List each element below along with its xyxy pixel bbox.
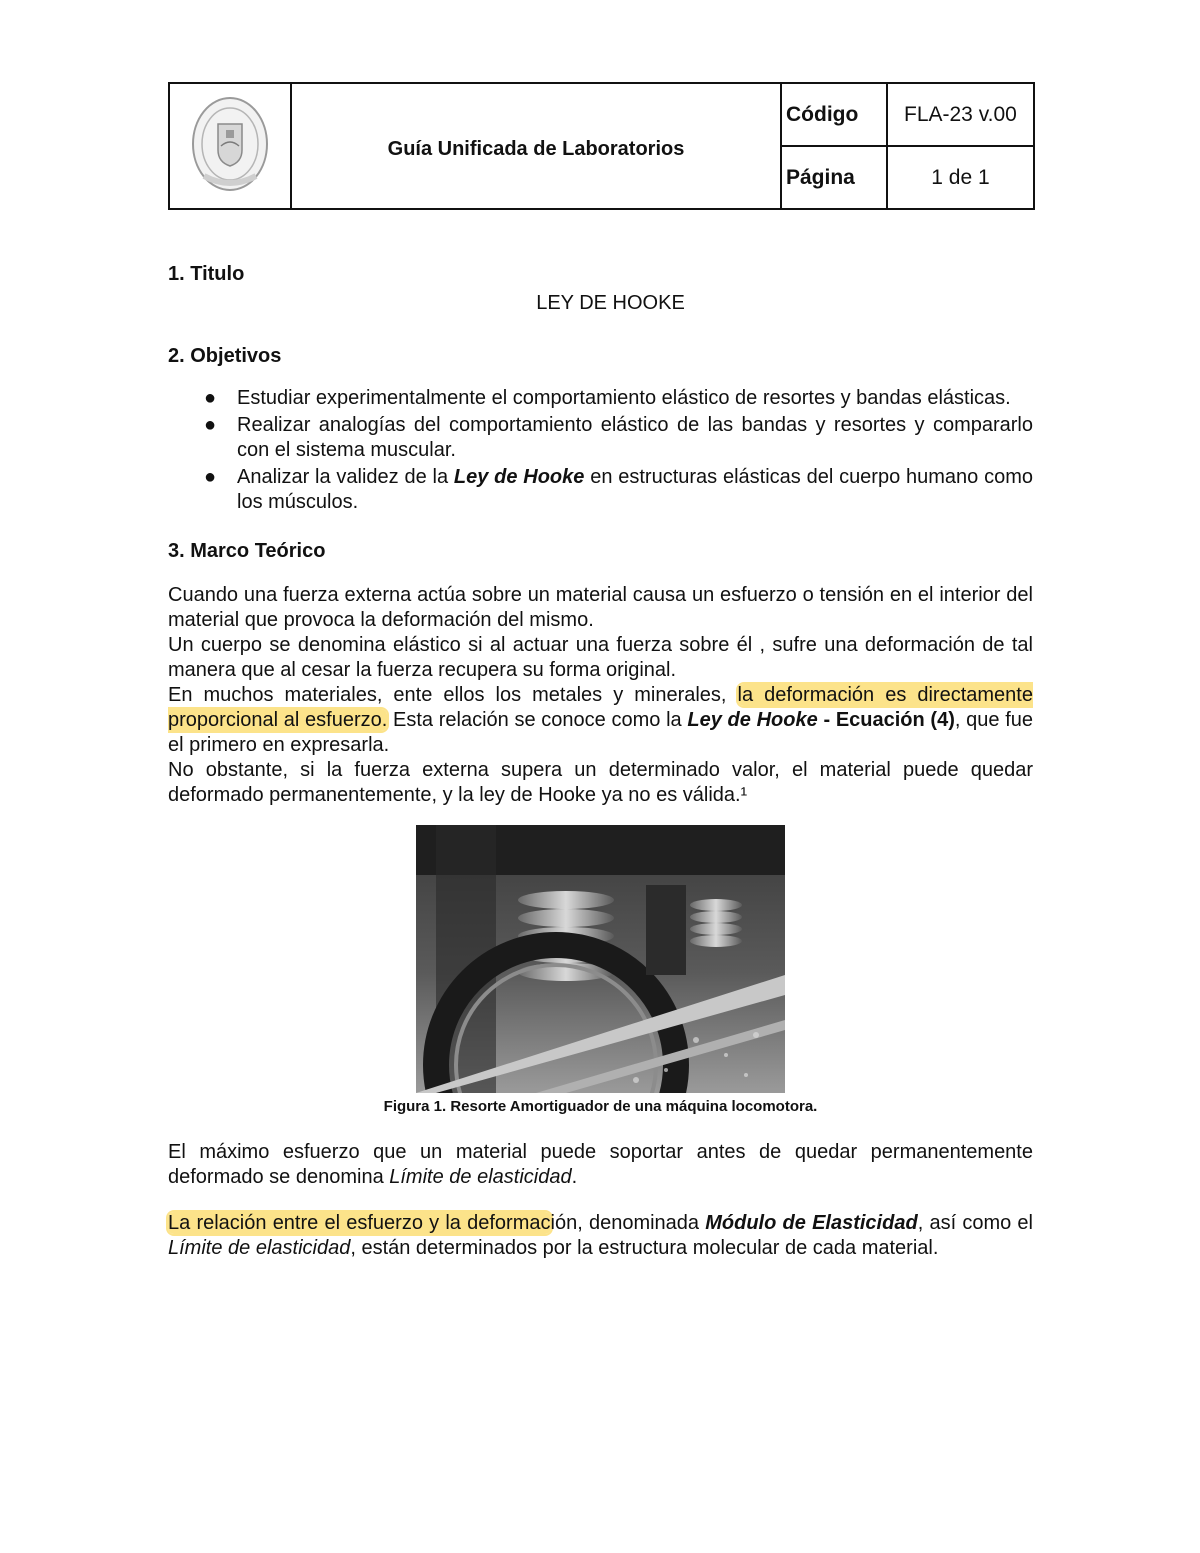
highlighted-text: la deformación es directamente proporcional al esfuerzo. bbox=[168, 684, 1033, 731]
objective-item: ● Analizar la validez de la Ley de Hooke en estructuras elásticas del cuerpo humano como los músculos. bbox=[204, 466, 1033, 513]
bullet-icon: ● bbox=[204, 414, 217, 436]
document-header-table bbox=[168, 82, 1035, 210]
section-theory-heading: 3. Marco Teórico bbox=[168, 540, 326, 562]
university-logo-cell bbox=[169, 83, 291, 209]
section-title-heading: 1. Titulo bbox=[168, 263, 245, 285]
theory-text bbox=[168, 583, 1033, 808]
theory-paragraph: El máximo esfuerzo que un material puede soportar antes de quedar permanentemente deformado se denomina Límite de elasticidad. bbox=[168, 1141, 1033, 1188]
page-label: Página bbox=[781, 146, 887, 209]
theory-paragraph: No obstante, si la fuerza externa supera un determinado valor, el material puede quedar deformado permanentemente, y la ley de Hooke ya no es válida.¹ bbox=[168, 759, 1033, 806]
bullet-icon: ● bbox=[204, 466, 217, 488]
figure-1 bbox=[168, 825, 1033, 1117]
figure-caption: Figura 1. Resorte Amortiguador de una máquina locomotora. bbox=[383, 1098, 818, 1115]
objectives-list bbox=[168, 386, 1033, 515]
theory-paragraph: Un cuerpo se denomina elástico si al actuar una fuerza sobre él , sufre una deformación de tal manera que al cesar la fuerza recupera su forma original. bbox=[168, 634, 1033, 681]
page-value: 1 de 1 bbox=[887, 146, 1034, 209]
objective-item: ● Estudiar experimentalmente el comportamiento elástico de resortes y bandas elásticas. bbox=[204, 387, 1011, 409]
highlighted-text: La relación entre el esfuerzo y la deformac bbox=[168, 1212, 551, 1234]
locomotive-spring-photo bbox=[416, 825, 785, 1093]
bullet-icon: ● bbox=[204, 387, 217, 409]
guide-title: Guía Unificada de Laboratorios bbox=[291, 83, 781, 209]
university-seal-icon bbox=[190, 94, 270, 194]
document-body bbox=[168, 258, 1033, 1261]
code-value: FLA-23 v.00 bbox=[887, 83, 1034, 146]
document-title: LEY DE HOOKE bbox=[536, 292, 685, 314]
section-objectives-heading: 2. Objetivos bbox=[168, 345, 282, 367]
theory-paragraph: En muchos materiales, ente ellos los metales y minerales, la deformación es directamente proporcional al esfuerzo. Esta relación se conoce como la Ley de Hooke - Ecuación (4), que fue el primero en expresarla. bbox=[168, 684, 1034, 756]
theory-paragraph: La relación entre el esfuerzo y la deformación, denominada Módulo de Elasticidad, así como el Límite de elasticidad, están determinados por la estructura molecular de cada material. bbox=[168, 1212, 1034, 1259]
objective-item: ● Realizar analogías del comportamiento elástico de las bandas y resortes y compararlo con el sistema muscular. bbox=[204, 414, 1033, 461]
theory-paragraph: Cuando una fuerza externa actúa sobre un material causa un esfuerzo o tensión en el interior del material que provoca la deformación del mismo. bbox=[168, 584, 1033, 631]
code-label: Código bbox=[781, 83, 887, 146]
